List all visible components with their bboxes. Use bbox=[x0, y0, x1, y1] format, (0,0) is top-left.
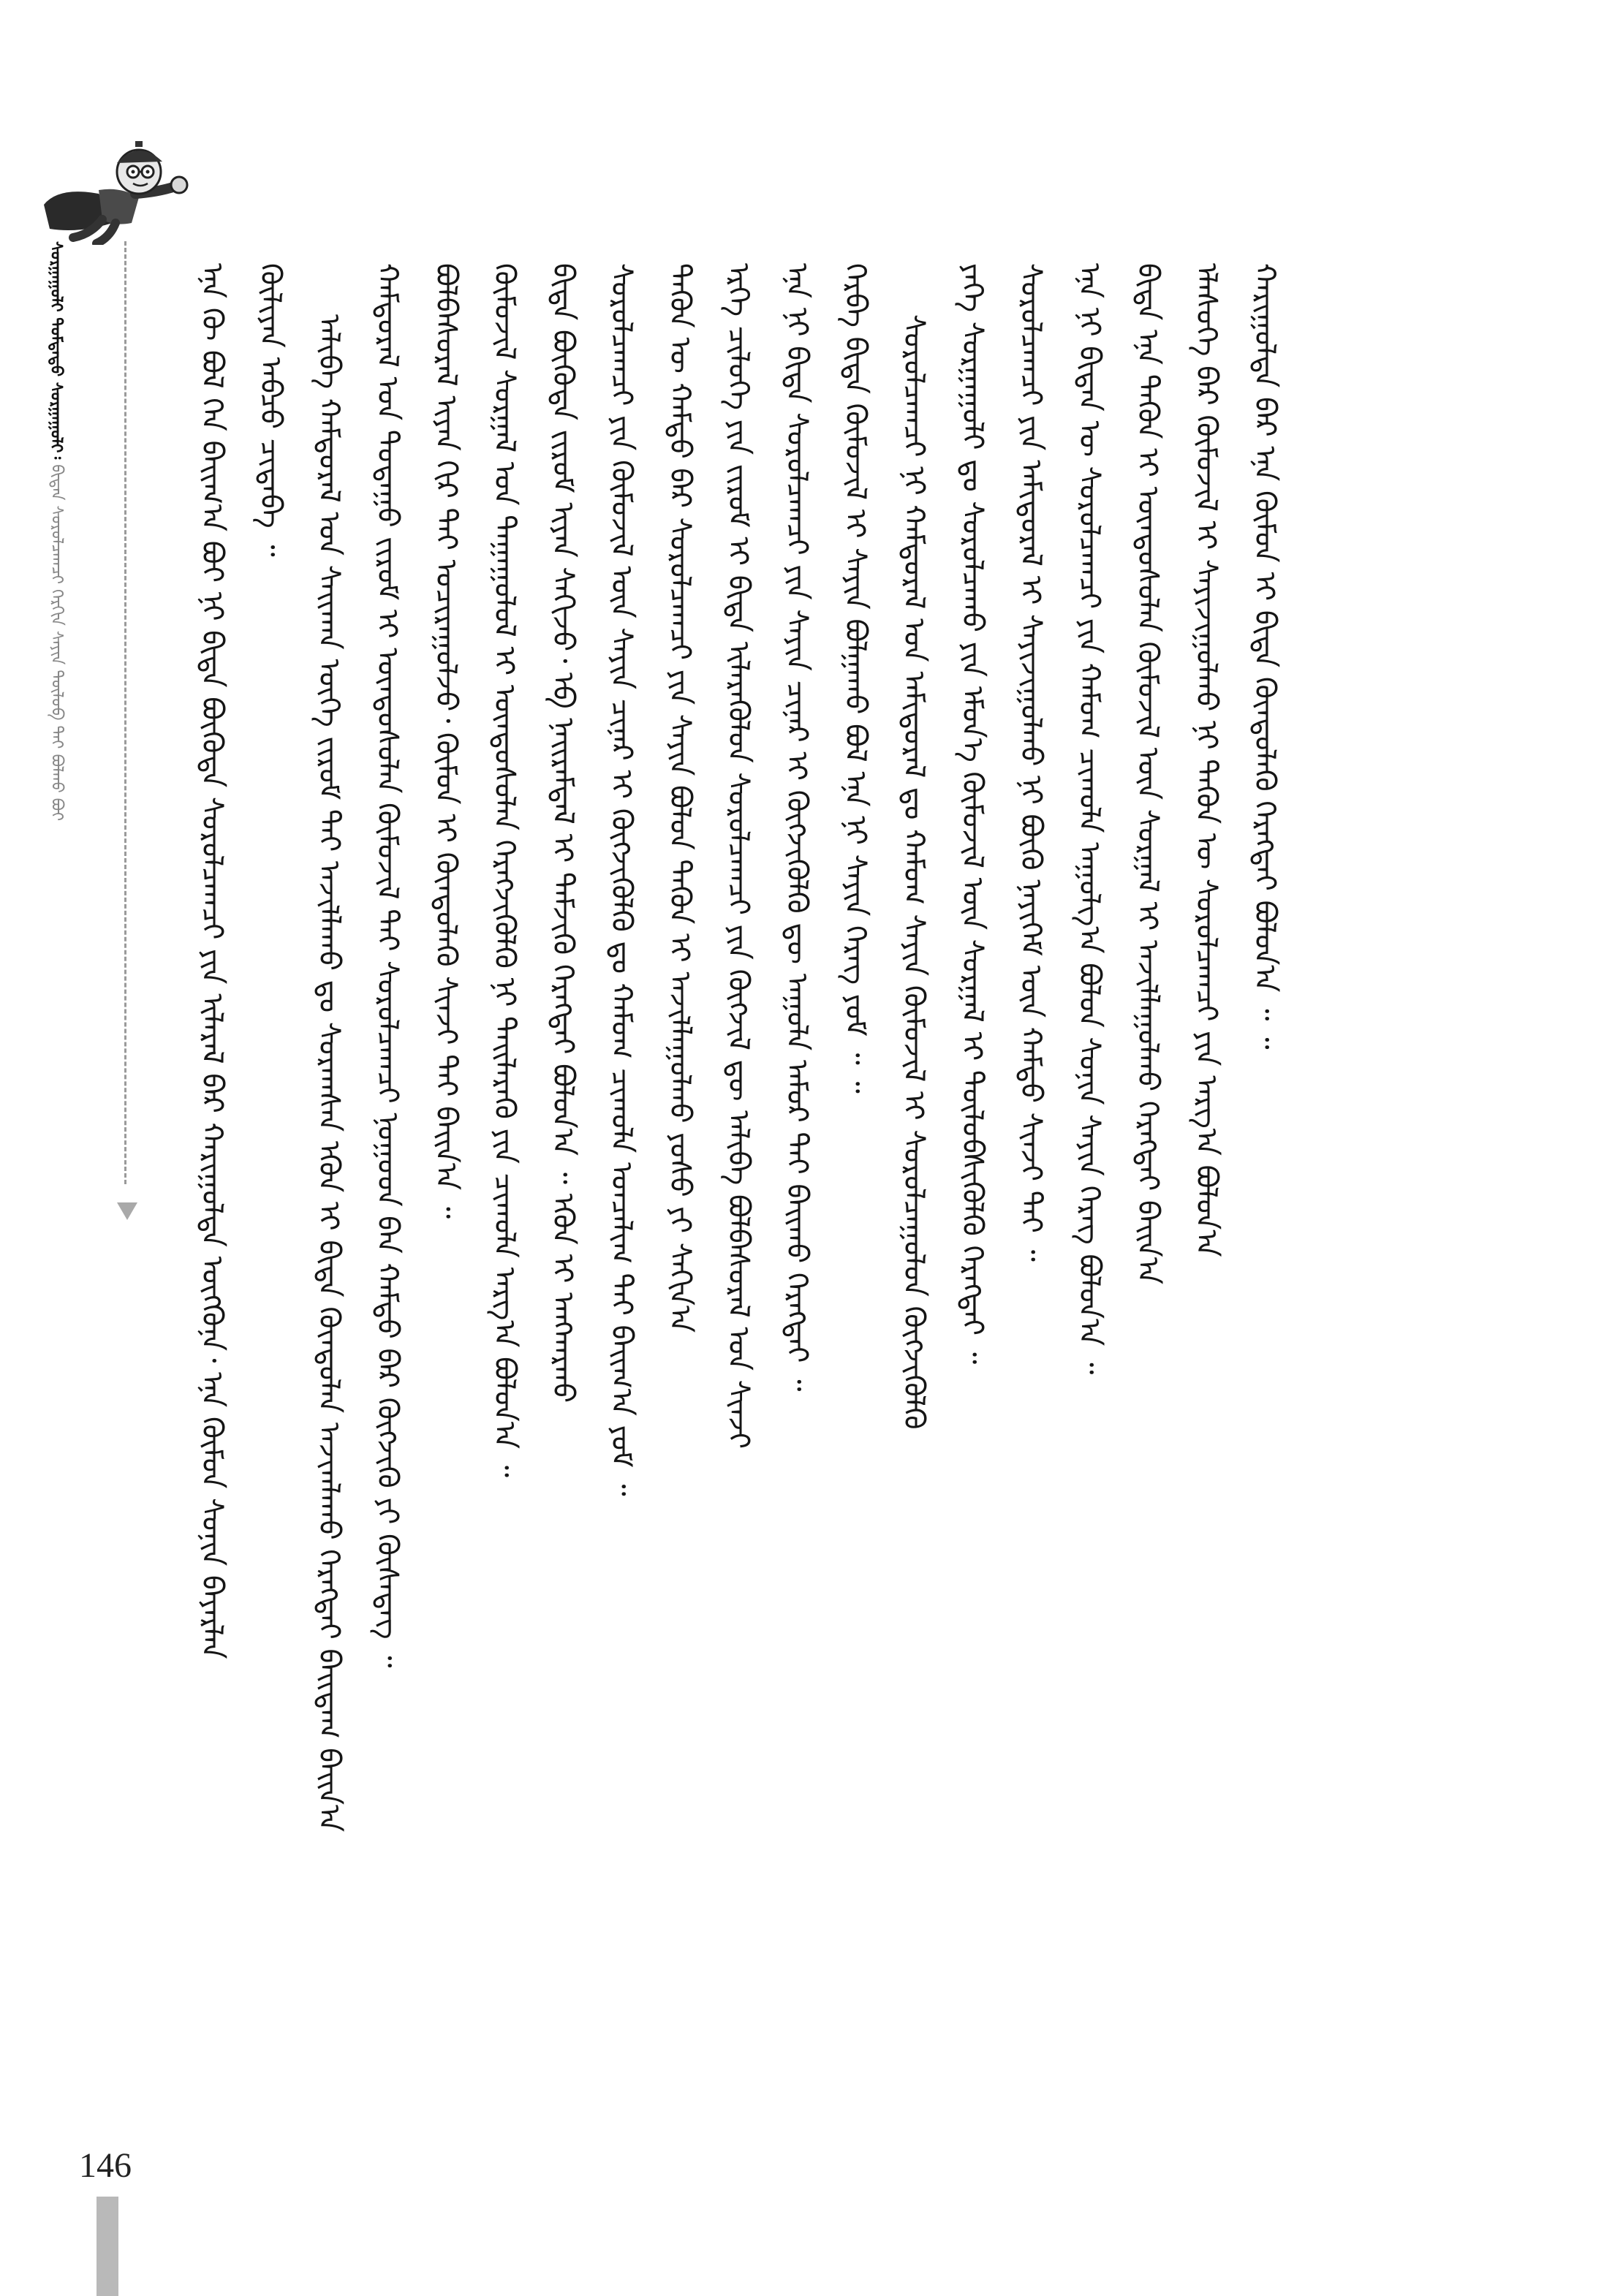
triangle-marker-icon bbox=[117, 1202, 137, 1220]
text-column: ᠬᠦᠮᠦᠵᠢᠯ ᠰᠤᠷᠭᠠᠯ ᠤᠨ ᠳᠠᠭᠠᠭᠤᠯᠤᠯ ᠢ ᠦᠨᠳᠦᠰᠦᠯᠡᠨ ᠬᠡᠷᠡᠭᠵᠢᠭᠦᠯᠬᠦ ᠨᠢ ᠳᠡᠢᠯᠡᠷᠡᠬᠦ ᠶᠢᠨ ᠴᠢᠬᠤᠯᠠ ᠠᠷᠭ᠎ᠠ ᠪᠣᠯᠤᠨ᠎ᠠ ᠃ bbox=[488, 263, 521, 1478]
text-column: ᠠᠯᠢᠪᠠ ᠬᠠᠮᠲᠤᠷᠠᠯ ᠤᠨ ᠰᠠᠢᠬᠠᠨ ᠦᠭᠡ ᠵᠢᠷᠦᠮ ᠲᠡᠢ ᠠᠵᠢᠯᠯᠠᠬᠤ ᠳᠤ ᠰᠤᠷᠠᠭᠰᠠᠨ ᠡᠭᠦᠨ ᠢ ᠪᠢᠳᠡ ᠬᠦᠨᠳᠦᠯᠡᠨ ᠠᠵᠢᠭᠯᠠᠬᠤ ᠬᠡᠷᠡᠭᠲᠡᠢ ᠪᠠᠢᠳᠠᠭ ᠪᠠᠢᠨ᠎ᠠ bbox=[312, 314, 346, 1833]
text-column: ᠡᠨᠡ ᠨᠢ ᠪᠢᠳᠡᠨ ᠦ ᠰᠤᠷᠤᠯᠴᠠᠭᠴᠢ ᠶᠢᠨ ᠬᠠᠮᠤᠭ ᠴᠢᠬᠤᠯᠠ ᠠᠭᠤᠯᠭ᠎ᠠ ᠪᠣᠯᠤᠨ ᠰᠣᠨᠢᠨ ᠰᠠᠶᠢᠨ ᠬᠡᠷᠡᠭ ᠪᠣᠯᠤᠨ᠎ᠠ ᠃ bbox=[1072, 263, 1106, 1375]
text-column: ᠶᠡᠭᠡ ᠰᠤᠷᠭᠠᠭᠤᠯᠢ ᠳᠤ ᠰᠤᠷᠤᠯᠴᠠᠬᠤ ᠶᠢᠨ ᠡᠮᠦᠨ᠎ᠡ ᠬᠦᠮᠦᠵᠢᠯ ᠦᠨ ᠰᠤᠷᠭᠠᠯ ᠢ ᠲᠥᠯᠥᠪᠰᠢᠭᠦᠯᠬᠦ ᠬᠡᠷᠡᠭᠲᠡᠢ ᠃ bbox=[956, 263, 989, 1365]
text-column: ᠡᠨᠡ ᠨᠢ ᠪᠢᠳᠡ ᠰᠤᠷᠤᠯᠴᠠᠭᠴᠢ ᠶᠢᠨ ᠰᠠᠶᠢᠨ ᠴᠢᠨᠠᠷ ᠢ ᠬᠥᠭᠵᠢᠭᠦᠯᠬᠦ ᠳᠦ ᠠᠭᠤᠯᠠ ᠠᠮᠤᠷ ᠲᠠᠢ ᠪᠠᠢᠬᠤ ᠬᠡᠷᠡᠭᠲᠡᠢ ᠃ bbox=[780, 263, 814, 1392]
text-column: ᠰᠤᠷᠤᠯᠴᠠᠭᠴᠢ ᠶᠢᠨ ᠠᠮᠢᠳᠤᠷᠠᠯ ᠢ ᠰᠠᠶᠢᠵᠢᠭᠤᠯᠬᠤ ᠨᠢ ᠪᠦᠬᠦ ᠨᠡᠶᠢᠭᠡᠮ ᠦᠨ ᠬᠠᠮᠲᠤ ᠰᠢᠨᠵᠢ ᠲᠠᠢ ᠃ bbox=[1014, 263, 1048, 1262]
text-column bbox=[1294, 263, 1352, 2032]
running-header-bold: ᠰᠤᠷᠭᠠᠭᠤᠯᠢ ᠳᠤᠮᠳᠠᠳᠤ ᠰᠤᠷᠭᠠᠭᠤᠯᠢ᠄ bbox=[47, 241, 66, 460]
page-number: 146 bbox=[79, 2146, 132, 2185]
cartoon-boy-icon bbox=[29, 135, 197, 245]
text-column: ᠰᠤᠷᠤᠯᠴᠠᠭᠴᠢ ᠨᠢ ᠬᠠᠮᠲᠤᠷᠠᠯ ᠤᠨ ᠠᠮᠢᠳᠤᠷᠠᠯ ᠳᠤ ᠬᠠᠮᠤᠭ ᠰᠠᠶᠢᠨ ᠬᠦᠮᠦᠵᠢᠯ ᠢ ᠰᠤᠷᠤᠯᠴᠠᠭᠤᠯᠤᠨ ᠬᠥᠭᠵᠢᠭᠦᠯᠬᠦ bbox=[897, 314, 931, 1430]
text-column: ᠬᠠᠮᠲᠤᠷᠠᠯ ᠤᠨ ᠳᠤᠲᠠᠭᠤ ᠵᠢᠷᠦᠮ ᠢ ᠦᠨᠳᠦᠰᠦᠯᠡᠨ ᠬᠦᠮᠦᠵᠢᠯ ᠲᠡᠢ ᠰᠤᠷᠤᠯᠴᠠᠭᠴᠢ ᠨᠤᠭᠤᠳ ᠪᠠᠨ ᠬᠠᠮᠲᠤ ᠪᠡᠷ ᠬᠥᠭᠵᠢᠬᠦ ᠶᠢ ᠬᠦᠰᠡᠳᠡᠭ ᠃ bbox=[371, 263, 404, 1668]
body-text bbox=[183, 263, 1448, 2032]
running-header-text bbox=[42, 241, 70, 821]
running-header bbox=[61, 110, 142, 1250]
text-column: ᠬᠡᠷᠪᠡ ᠪᠢᠳᠡ ᠬᠦᠮᠦᠵᠢᠯ ᠢ ᠰᠠᠶᠢᠨ ᠪᠣᠯᠭᠠᠬᠤ ᠪᠣᠯ ᠡᠨᠡ ᠨᠢ ᠰᠠᠶᠢᠨ ᠬᠡᠷᠡᠭ ᠶᠤᠮ ᠃ ᠃ bbox=[839, 263, 872, 1094]
text-column: ᠪᠢᠳᠡ ᠪᠦᠭᠦᠳᠡ ᠵᠢᠷᠦᠮ ᠢᠶᠠᠨ ᠰᠠᠬᠢᠵᠤ᠂ ᠡᠪ ᠨᠠᠢᠷᠠᠮᠳᠠᠯ ᠢ ᠳᠡᠮᠵᠢᠬᠦ ᠬᠡᠷᠡᠭᠲᠡᠢ ᠪᠣᠯᠤᠨ᠎ᠠ ᠃ ᠡᠭᠦᠨ ᠢ ᠠᠩᠬᠠᠷᠬᠤ bbox=[546, 263, 580, 1403]
text-column: ᠪᠢᠳᠡ ᠡᠨᠡ ᠲᠡᠭᠦᠨ ᠢ ᠦᠨᠳᠦᠰᠦᠯᠡᠨ ᠬᠦᠮᠦᠵᠢᠯ ᠦᠨ ᠰᠤᠷᠭᠠᠯ ᠢ ᠠᠵᠢᠯᠯᠠᠭᠤᠯᠬᠤ ᠬᠡᠷᠡᠭᠲᠡᠢ ᠪᠠᠢᠨ᠎ᠠ bbox=[1131, 263, 1165, 1284]
text-column: ᠡᠯᠡᠰᠦᠭᠡ ᠪᠠᠷ ᠬᠦᠮᠦᠵᠢᠯ ᠢ ᠰᠠᠶᠢᠵᠢᠭᠤᠯᠬᠤ ᠨᠢ ᠲᠡᠭᠦᠨ ᠦ ᠰᠤᠷᠤᠯᠴᠠᠭᠴᠢ ᠶᠢᠨ ᠠᠷᠭ᠎ᠠ ᠪᠣᠯᠤᠨ᠎ᠠ bbox=[1189, 263, 1223, 1257]
running-header-light: ᠪᠢᠳᠡᠨ ᠰᠤᠷᠤᠯᠴᠠᠭᠴᠢ ᠬᠡᠷᠬᠢᠨ ᠰᠠᠶᠢᠨ ᠲᠥᠯᠥᠪ ᠲᠡᠢ ᠪᠤᠯᠬᠤ ᠪᠤᠢ bbox=[48, 464, 66, 822]
page-edge-tab bbox=[97, 2197, 118, 2296]
text-column: ᠪᠣᠯᠪᠠᠰᠤᠷᠠᠯ ᠢᠶᠠᠨ ᠬᠢᠷ ᠲᠠᠢ ᠤᠴᠢᠷᠠᠭᠤᠯᠵᠤ᠂ ᠬᠦᠮᠦᠨ ᠢ ᠬᠦᠨᠳᠦᠯᠡᠬᠦ ᠰᠢᠨᠵᠢ ᠲᠠᠢ ᠪᠠᠢᠨ᠎ᠠ ᠃ bbox=[429, 263, 463, 1219]
text-column: ᠰᠤᠷᠤᠯᠴᠠᠭᠴᠢ ᠶᠢᠨ ᠬᠦᠮᠦᠵᠢᠯ ᠦᠨ ᠰᠠᠶᠢᠨ ᠴᠢᠨᠠᠷ ᠢ ᠬᠥᠭᠵᠢᠭᠦᠯᠬᠦ ᠳᠤ ᠬᠠᠮᠤᠭ ᠴᠢᠬᠤᠯᠠ ᠣᠨᠴᠠᠯᠢᠭ ᠲᠠᠢ ᠪᠠᠢᠭ᠎ᠠ ᠶᠤᠮ ᠃ bbox=[605, 263, 638, 1496]
text-column: ᠬᠠᠷᠢᠭᠤᠯᠲᠠ ᠪᠡᠷ ᠡᠨᠡ ᠬᠦᠮᠦᠨ ᠢ ᠪᠢᠳᠡ ᠬᠦᠨᠳᠦᠯᠡᠬᠦ ᠬᠡᠷᠡᠭᠲᠡᠢ ᠪᠣᠯᠤᠨ᠎ᠠ ᠃ ᠃ bbox=[1248, 263, 1282, 1050]
dashed-rule bbox=[124, 241, 126, 1184]
text-column: ᠡᠨᠡ ᠬᠦ ᠪᠣᠯ ᠬᠡᠨ ᠪᠠᠢᠭ᠎ᠠ ᠪᠤᠢ ᠨᠢ ᠪᠢᠳᠡ ᠪᠦᠭᠦᠳᠡ ᠰᠤᠷᠤᠯᠴᠠᠭᠴᠢ ᠶᠢᠨ ᠢᠯᠡᠷᠡᠯ ᠪᠡᠷ ᠬᠠᠷᠢᠭᠤᠯᠲᠠ ᠥᠭᠭᠦᠨᠡ᠂ ᠡᠨᠡ ᠬᠦᠮᠦᠨ ᠰᠣᠨᠢᠨ ᠪᠠᠶᠠᠷᠯᠠᠨ bbox=[195, 263, 229, 1659]
text-column: ᠲᠡᠭᠦᠨ ᠦ ᠬᠠᠮᠲᠤ ᠪᠡᠷ ᠰᠤᠷᠤᠯᠴᠠᠭᠴᠢ ᠶᠢᠨ ᠰᠠᠶᠢᠨ ᠪᠣᠯᠤᠨ ᠲᠡᠭᠦᠨ ᠢ ᠠᠵᠢᠯᠯᠠᠭᠤᠯᠬᠤ ᠶᠤᠰᠤ ᠶᠢ ᠰᠠᠬᠢᠨ᠎ᠠ bbox=[663, 263, 697, 1333]
text-column: ᠬᠦᠯᠢᠶᠡᠨ ᠠᠪᠴᠤ ᠴᠢᠳᠠᠪᠠ ᠃ bbox=[254, 263, 287, 557]
text-column: ᠡᠷᠬᠡ ᠴᠢᠯᠦᠭᠡ ᠶᠢᠨ ᠵᠢᠷᠦᠮ ᠢ ᠪᠢᠳᠡ ᠢᠯᠡᠷᠡᠭᠦᠯᠦᠨ ᠰᠤᠷᠤᠯᠴᠠᠭᠴᠢ ᠶᠢᠨ ᠬᠥᠭᠵᠢᠯ ᠳᠦ ᠠᠯᠢᠪᠠ ᠪᠣᠯᠪᠠᠰᠤᠷᠠᠯ ᠤᠨ ᠰᠢᠨᠵᠢ bbox=[722, 263, 755, 1450]
